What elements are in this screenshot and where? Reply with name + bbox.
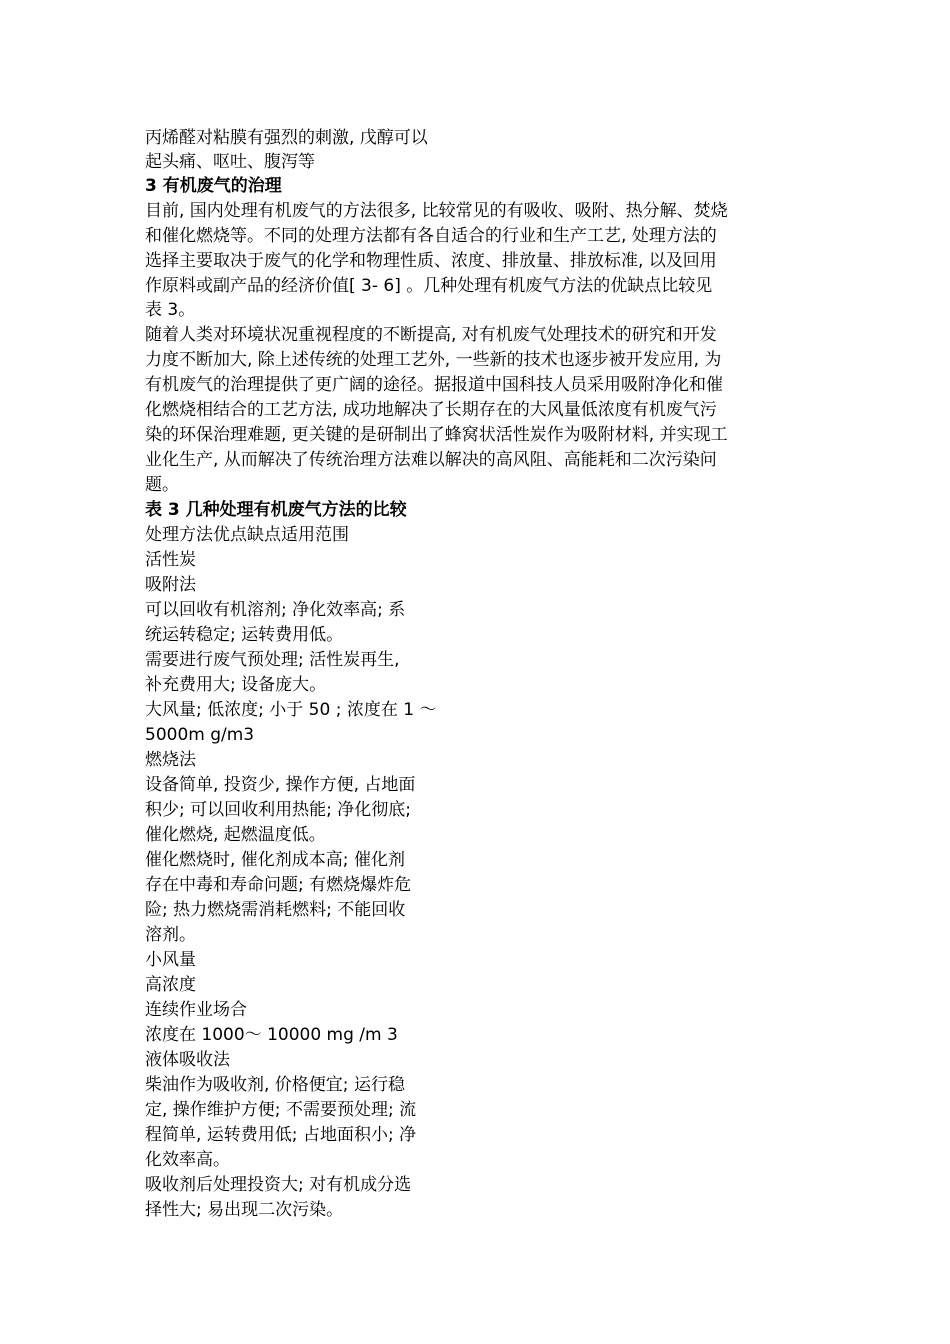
text-line: 随着人类对环境状况重视程度的不断提高, 对有机废气处理技术的研究和开发 [145,325,717,345]
table-cell: 存在中毒和寿命问题; 有燃烧爆炸危 [145,875,412,895]
table-cell: 吸收剂后处理投资大; 对有机成分选 [145,1175,412,1195]
text-line: 染的环保治理难题, 更关键的是研制出了蜂窝状活性炭作为吸附材料, 并实现工 [145,425,728,445]
table-header: 处理方法优点缺点适用范围 [145,525,349,545]
text-line: 表 3。 [145,300,196,320]
table-cell: 险; 热力燃烧需消耗燃料; 不能回收 [145,900,406,920]
table-cell: 燃烧法 [145,750,196,770]
text-line: 起头痛、呕吐、腹泻等 [145,152,315,172]
table-cell: 设备简单, 投资少, 操作方便, 占地面 [145,775,416,795]
table-cell: 需要进行废气预处理; 活性炭再生, [145,650,400,670]
table-cell: 小风量 [145,950,196,970]
text-line: 有机废气的治理提供了更广阔的途径。据报道中国科技人员采用吸附净化和催 [145,375,723,395]
table-cell: 5000m g/m3 [145,725,255,745]
table-cell: 催化燃烧, 起燃温度低。 [145,825,326,845]
text-line: 和催化燃烧等。不同的处理方法都有各自适合的行业和生产工艺, 处理方法的 [145,226,717,246]
text-line: 业化生产, 从而解决了传统治理方法难以解决的高风阻、高能耗和二次污染问 [145,450,717,470]
table-cell: 可以回收有机溶剂; 净化效率高; 系 [145,600,406,620]
table-cell: 补充费用大; 设备庞大。 [145,675,327,695]
table-cell: 大风量; 低浓度; 小于 50 ; 浓度在 1 ～ [145,700,437,720]
table-cell: 柴油作为吸收剂, 价格便宜; 运行稳 [145,1075,405,1095]
table-cell: 择性大; 易出现二次污染。 [145,1200,344,1220]
text-line: 目前, 国内处理有机废气的方法很多, 比较常见的有吸收、吸附、热分解、焚烧 [145,201,728,221]
table-cell: 溶剂。 [145,925,196,945]
table-cell: 连续作业场合 [145,1000,247,1020]
text-line: 选择主要取决于废气的化学和物理性质、浓度、排放量、排放标准, 以及回用 [145,251,717,271]
text-line: 题。 [145,475,179,495]
table-cell: 液体吸收法 [145,1050,230,1070]
table-cell: 吸附法 [145,575,196,595]
table-caption: 表 3 几种处理有机废气方法的比较 [145,500,407,520]
table-cell: 积少; 可以回收利用热能; 净化彻底; [145,800,411,820]
section-heading: 3 有机废气的治理 [145,176,282,196]
table-cell: 程简单, 运转费用低; 占地面积小; 净 [145,1125,417,1145]
table-cell: 催化燃烧时, 催化剂成本高; 催化剂 [145,850,405,870]
table-cell: 高浓度 [145,975,196,995]
text-line: 化燃烧相结合的工艺方法, 成功地解决了长期存在的大风量低浓度有机废气污 [145,400,717,420]
table-cell: 活性炭 [145,550,196,570]
text-line: 力度不断加大, 除上述传统的处理工艺外, 一些新的技术也逐步被开发应用, 为 [145,350,722,370]
table-cell: 定, 操作维护方便; 不需要预处理; 流 [145,1100,417,1120]
table-cell: 统运转稳定; 运转费用低。 [145,625,344,645]
text-line: 作原料或副产品的经济价值[ 3- 6] 。几种处理有机废气方法的优缺点比较见 [145,276,713,296]
table-cell: 浓度在 1000～ 10000 mg /m 3 [145,1025,398,1045]
text-line: 丙烯醛对粘膜有强烈的刺激, 戊醇可以 [145,128,428,148]
table-cell: 化效率高。 [145,1150,230,1170]
